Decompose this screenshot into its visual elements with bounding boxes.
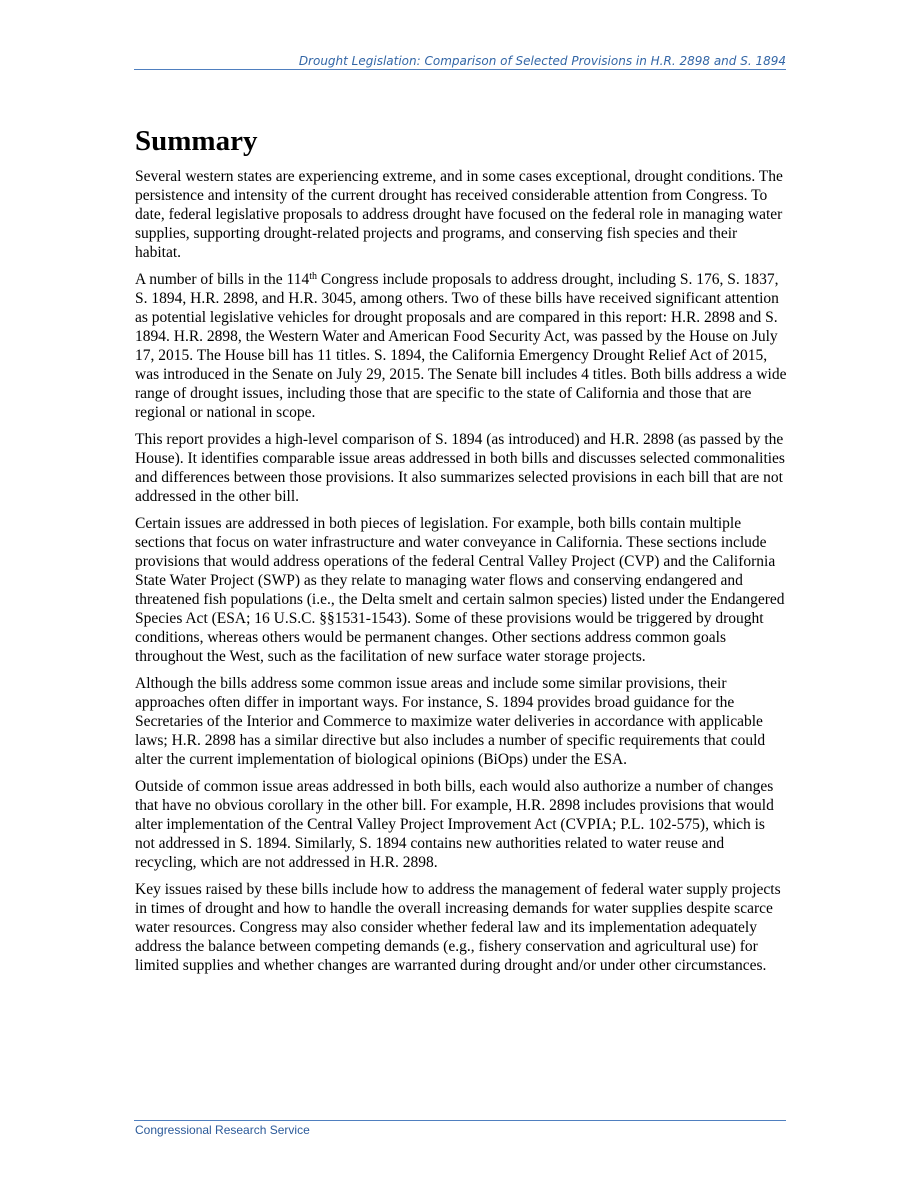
- paragraph-2-rest: Congress include proposals to address drought, including S. 176, S. 1837, S. 1894, H.R. 2898, and H.R. 3045, among others. Two of these bills have received significant attention as potential legislative vehicles for drought proposals and are compared in this report: H.R. 2898 and S. 1894. H.R. 2898, the Western Water and American Food Security Act, was passed by the House on July 17, 2015. The House bill has 11 titles. S. 1894, the California Emergency Drought Relief Act of 2015, was introduced in the Senate on July 29, 2015. The Senate bill includes 4 titles. Both bills address a wide range of drought issues, including those that are specific to the state of California and those that are regional or national in scope.: [135, 271, 787, 421]
- header-divider: [134, 69, 786, 70]
- running-header: Drought Legislation: Comparison of Selected Provisions in H.R. 2898 and S. 1894: [298, 54, 786, 68]
- paragraph-6: Outside of common issue areas addressed in both bills, each would also authorize a number of changes that have no obvious corollary in the other bill. For example, H.R. 2898 includes provisions that would alter implementation of the Central Valley Project Improvement Act (CVPIA; P.L. 102-575), which is not addressed in S. 1894. Similarly, S. 1894 contains new authorities related to water reuse and recycling, which are not addressed in H.R. 2898.: [135, 778, 774, 871]
- ordinal-superscript: th: [309, 271, 317, 282]
- footer-divider: [134, 1120, 786, 1121]
- paragraph-2: [135, 270, 787, 422]
- paragraph-7: Key issues raised by these bills include how to address the management of federal water supply projects in times of drought and how to handle the overall increasing demands for water supplies despite scarce water resources. Congress may also consider whether federal law and its implementation adequately address the balance between competing demands (e.g., fishery conservation and agricultural use) for limited supplies and whether changes are warranted during drought and/or under other circumstances.: [135, 881, 781, 974]
- section-title: Summary: [135, 125, 258, 157]
- paragraph-3: This report provides a high-level comparison of S. 1894 (as introduced) and H.R. 2898 (as passed by the House). It identifies comparable issue areas addressed in both bills and discusses selected commonalities and differences between those provisions. It also summarizes selected provisions in each bill that are not addressed in the other bill.: [135, 431, 785, 505]
- paragraph-5: Although the bills address some common issue areas and include some similar provisions, their approaches often differ in important ways. For instance, S. 1894 provides broad guidance for the Secretaries of the Interior and Commerce to maximize water deliveries in accordance with applicable laws; H.R. 2898 has a similar directive but also includes a number of specific requirements that could alter the current implementation of biological opinions (BiOps) under the ESA.: [135, 675, 766, 768]
- paragraph-1: Several western states are experiencing extreme, and in some cases exceptional, drought conditions. The persistence and intensity of the current drought has received considerable attention from Congress. To date, federal legislative proposals to address drought have focused on the federal role in managing water supplies, supporting drought-related projects and programs, and conserving fish species and their habitat.: [135, 168, 783, 261]
- summary-body: [135, 167, 787, 983]
- paragraph-2-lead: A number of bills in the 114: [135, 271, 310, 288]
- footer-organization: Congressional Research Service: [135, 1123, 310, 1137]
- paragraph-4: Certain issues are addressed in both pieces of legislation. For example, both bills contain multiple sections that focus on water infrastructure and water conveyance in California. These sections include provisions that would address operations of the federal Central Valley Project (CVP) and the California State Water Project (SWP) as they relate to managing water flows and conserving endangered and threatened fish populations (i.e., the Delta smelt and certain salmon species) listed under the Endangered Species Act (ESA; 16 U.S.C. §§1531-1543). Some of these provisions would be triggered by drought conditions, whereas others would be permanent changes. Other sections address common goals throughout the West, such as the facilitation of new surface water storage projects.: [135, 515, 785, 665]
